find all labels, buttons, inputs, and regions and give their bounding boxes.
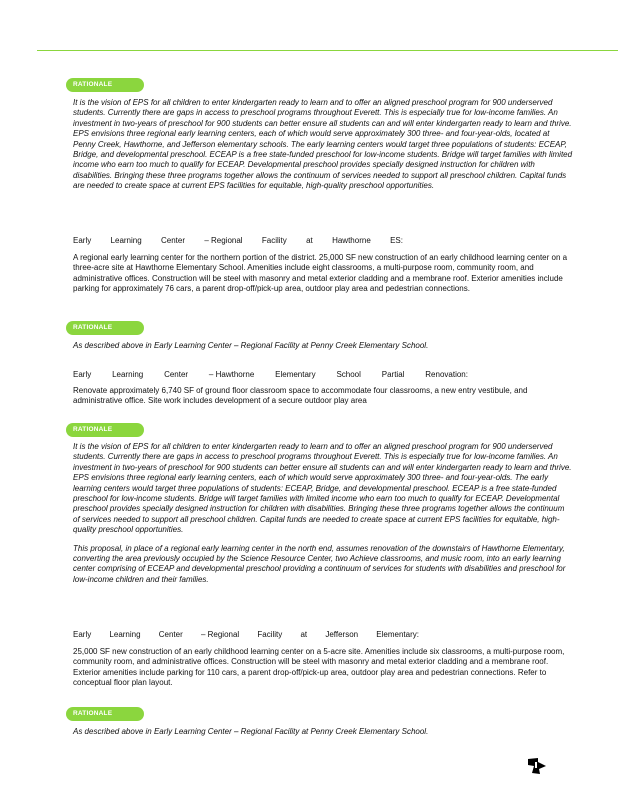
heading-word: Elementary [275, 370, 316, 379]
heading-word: Jefferson [325, 630, 359, 639]
rationale-badge: RATIONALE [66, 423, 144, 437]
rationale-paragraph-2: This proposal, in place of a regional early learning center in the north end, assumes renovation of the downstairs of Hawthorne Elementary, converting the area previously occupied by the Science Resource Center, two Achieve classrooms, and music room, into an early learning center comprising of ECEAP and developmental preschool providing a continuum of services for students with disabilities and preschool for low-income children and their families. [73, 543, 566, 584]
rationale-paragraph: It is the vision of EPS for all children to enter kindergarten ready to learn and to offer an aligned preschool program for 900 underserved students. Currently there are gaps in access to preschool programs throughout Everett. This is especially true for low-income families. An investment in two-years of preschool for 900 students can better ensure all students can and will enter kindergarten ready to learn and thrive. EPS envisions three regional early learning centers, each of which would serve approximately 300 three- and four-year-olds, located at Penny Creek, Hawthorne, and Jefferson elementary schools. The early learning centers would target three populations of students: ECEAP, Bridge, and developmental preschool. ECEAP is a free state-funded preschool for low-income students. Bridge will target families with limited income who earn too much to qualify for ECEAP. Developmental preschool provides specially designed instruction for children with disabilities. Bringing these three programs together allows the continuum of services needed to support all preschool children. Capital funds are needed to create space at current EPS facilities for equitable, high-quality preschool opportunities. [73, 98, 573, 191]
section-hawthorne-es [73, 236, 573, 295]
heading-word: School [336, 370, 361, 379]
heading-word: Partial [381, 370, 405, 379]
heading-word: – Regional [204, 236, 243, 245]
heading-word: – Hawthorne [208, 370, 255, 379]
heading-word: Elementary: [376, 630, 419, 639]
top-rule [37, 50, 618, 51]
rationale-paragraph: As described above in Early Learning Center – Regional Facility at Penny Creek Elementary School. [73, 341, 429, 350]
rationale-paragraph: As described above in Early Learning Center – Regional Facility at Penny Creek Elementary School. [73, 727, 429, 736]
rationale-badge: RATIONALE [66, 321, 144, 335]
section-rationale-4 [73, 702, 573, 737]
heading-word: Learning [112, 370, 144, 379]
heading-word: Early [73, 236, 92, 245]
heading-word: Early [73, 370, 92, 379]
body-paragraph: 25,000 SF new construction of an early childhood learning center on a 5-acre site. Amenities include six classrooms, a multi-purpose room, community room, and administrative offices. Construction will be steel with masonry and metal exterior cladding and a membrane roof. Exterior amenities include parking for 110 cars, a parent drop-off/pick-up area, outdoor play area and pedestrian connections. Refer to conceptual floor plan layout. [73, 647, 565, 688]
heading-word: Learning [109, 630, 141, 639]
heading-word: Early [73, 630, 92, 639]
section-jefferson [73, 630, 573, 689]
section-rationale-1 [73, 73, 573, 192]
heading-word: Center [158, 630, 183, 639]
heading-word: at [300, 630, 308, 639]
heading-word: Center [161, 236, 186, 245]
heading-word: Hawthorne [332, 236, 371, 245]
heading-word: Learning [110, 236, 142, 245]
section-rationale-2 [73, 316, 573, 351]
heading-word: ES: [390, 236, 403, 245]
rationale-paragraph: It is the vision of EPS for all children to enter kindergarten ready to learn and to offer an aligned preschool program for 900 underserved students. Currently there are gaps in access to preschool programs throughout Everett. This is especially true for low-income families. An investment in two-years of preschool for 900 students can better ensure all students can and will enter kindergarten ready to learn and thrive. EPS envisions three regional early learning centers, each of which would serve approximately 300 three- and four-year-olds. The early learning centers would target three populations of students: ECEAP, Bridge, and developmental preschool. ECEAP is a free state-funded preschool for low-income students. Bridge will target families with limited income who earn too much to qualify for ECEAP. Developmental preschool provides specially designed instruction for children with disabilities. Bringing these three programs together allows the continuum of services needed to support all preschool children. Capital funds are needed to create space at current EPS facilities for equitable, high-quality preschool opportunities. [73, 442, 572, 535]
section-heading [73, 630, 419, 639]
rationale-badge: RATIONALE [66, 78, 144, 92]
heading-word: Facility [257, 630, 283, 639]
section-heading [73, 370, 468, 379]
section-rationale-3 [73, 418, 573, 585]
heading-word: Renovation: [425, 370, 468, 379]
heading-word: at [306, 236, 313, 245]
body-paragraph: Renovate approximately 6,740 SF of ground floor classroom space to accommodate four classrooms, a new entry vestibule, and administrative office. Site work includes development of a secure outdoor play area [73, 386, 528, 406]
section-heading [73, 236, 403, 245]
section-hawthorne-renovation [73, 370, 573, 407]
heading-word: Facility [261, 236, 287, 245]
rationale-badge: RATIONALE [66, 707, 144, 721]
heading-word: – Regional [200, 630, 240, 639]
page-corner-icon [527, 757, 547, 775]
heading-word: Center [164, 370, 189, 379]
body-paragraph: A regional early learning center for the northern portion of the district. 25,000 SF new construction of an early childhood learning center on a three-acre site at Hawthorne Elementary School. Amenities include eight classrooms, a multi-purpose room, community room, and administrative offices. Construction will be steel with masonry and metal exterior cladding and a membrane roof. Exterior amenities include parking for approximately 76 cars, a parent drop-off/pick-up area, outdoor play area and pedestrian connections. [73, 253, 568, 294]
